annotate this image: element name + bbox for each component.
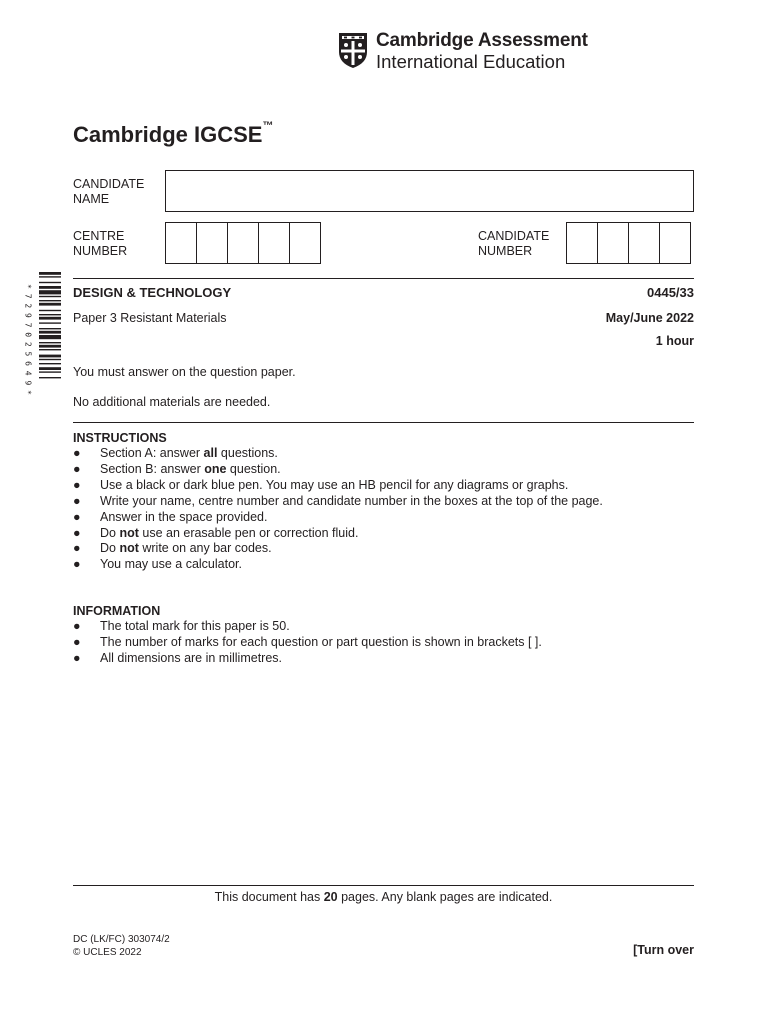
copyright-notice: © UCLES 2022 <box>73 947 142 958</box>
note-answer-on-paper: You must answer on the question paper. <box>73 365 296 379</box>
instruction-text: Use a black or dark blue pen. You may use an HB pencil for any diagrams or graphs. <box>100 477 569 492</box>
centre-number-digit-box[interactable] <box>289 222 321 264</box>
instruction-item <box>73 541 694 557</box>
instruction-text: Section B: answer <box>100 461 205 476</box>
information-section <box>73 603 694 667</box>
exam-session: May/June 2022 <box>605 311 694 325</box>
footer-divider <box>73 885 694 886</box>
page-count-text: pages. Any blank pages are indicated. <box>337 890 553 904</box>
centre-number-digit-box[interactable] <box>196 222 228 264</box>
turn-over-label: [Turn over <box>633 943 694 957</box>
centre-number-field[interactable] <box>165 222 321 264</box>
bullet-icon: ● <box>73 525 81 540</box>
bullet-icon: ● <box>73 541 81 556</box>
barcode <box>31 272 61 410</box>
exam-duration: 1 hour <box>655 334 694 348</box>
bullet-icon: ● <box>73 461 81 476</box>
paper-title: Paper 3 Resistant Materials <box>73 311 227 325</box>
candidate-number-label-line2: NUMBER <box>478 244 533 258</box>
page-count-text: This document has <box>214 890 324 904</box>
candidate-name-label-line1: CANDIDATE <box>73 177 145 191</box>
barcode-text: * 7 2 9 7 0 2 5 6 4 9 * <box>23 284 33 395</box>
instruction-text: Answer in the space provided. <box>100 509 268 524</box>
instruction-text: Section A: answer <box>100 446 204 460</box>
centre-number-digit-box[interactable] <box>165 222 197 264</box>
instruction-item <box>73 446 694 462</box>
centre-number-digit-box[interactable] <box>258 222 290 264</box>
barcode-bars <box>31 272 61 410</box>
instruction-text: Do <box>100 541 120 556</box>
information-heading: INFORMATION <box>73 604 161 618</box>
information-item <box>73 619 694 635</box>
information-item <box>73 651 694 667</box>
candidate-number-digit-box[interactable] <box>566 222 598 264</box>
cambridge-logo <box>338 30 588 72</box>
instruction-item <box>73 510 694 526</box>
org-name-line2: International Education <box>376 51 566 72</box>
candidate-number-label-line1: CANDIDATE <box>478 229 550 243</box>
instruction-emphasis: not <box>119 541 139 556</box>
candidate-number-digit-box[interactable] <box>659 222 691 264</box>
instruction-text: use an erasable pen or correction fluid. <box>138 525 359 540</box>
instruction-text: Write your name, centre number and candidate number in the boxes at the top of the page. <box>100 493 603 508</box>
instruction-item <box>73 557 694 573</box>
bullet-icon: ● <box>73 509 81 524</box>
divider <box>73 422 694 423</box>
information-item <box>73 635 694 651</box>
bullet-icon: ● <box>73 650 81 665</box>
bullet-icon: ● <box>73 477 81 492</box>
bullet-icon: ● <box>73 619 81 633</box>
instruction-text: questions. <box>217 446 278 460</box>
note-no-materials: No additional materials are needed. <box>73 395 271 409</box>
instruction-emphasis: one <box>204 461 227 476</box>
org-name-line1: Cambridge Assessment <box>376 30 588 51</box>
information-text: The total mark for this paper is 50. <box>100 619 290 633</box>
centre-number-label-line1: CENTRE <box>73 229 125 243</box>
centre-number-label-line2: NUMBER <box>73 244 128 258</box>
candidate-number-field[interactable] <box>566 222 691 264</box>
candidate-number-digit-box[interactable] <box>597 222 629 264</box>
instruction-text: Do <box>100 525 120 540</box>
instruction-text: question. <box>226 461 281 476</box>
centre-number-label <box>73 229 127 259</box>
instruction-emphasis: all <box>203 446 218 460</box>
instruction-text: write on any bar codes. <box>138 541 272 556</box>
cambridge-crest-icon <box>338 32 368 69</box>
document-code: DC (LK/FC) 303074/2 <box>73 934 170 945</box>
information-text: The number of marks for each question or part question is shown in brackets [ ]. <box>100 634 542 649</box>
bullet-icon: ● <box>73 634 81 649</box>
instruction-text: You may use a calculator. <box>100 557 242 572</box>
trademark-mark: ™ <box>262 120 274 132</box>
bullet-icon: ● <box>73 493 81 508</box>
subject-title: DESIGN & TECHNOLOGY <box>73 285 232 300</box>
candidate-number-label <box>478 229 549 259</box>
bullet-icon: ● <box>73 557 81 572</box>
instruction-item <box>73 494 694 510</box>
qualification-name: Cambridge IGCSE <box>73 122 263 147</box>
qualification-title <box>73 122 273 148</box>
centre-number-digit-box[interactable] <box>227 222 259 264</box>
instructions-heading: INSTRUCTIONS <box>73 431 167 445</box>
instruction-emphasis: not <box>119 525 139 540</box>
instruction-item <box>73 478 694 494</box>
information-text: All dimensions are in millimetres. <box>100 650 283 665</box>
page-count-note <box>73 890 694 905</box>
candidate-number-digit-box[interactable] <box>628 222 660 264</box>
instructions-section <box>73 430 694 573</box>
candidate-name-label <box>73 177 144 207</box>
candidate-name-label-line2: NAME <box>73 192 110 206</box>
syllabus-code: 0445/33 <box>647 285 694 300</box>
page-count-number: 20 <box>323 890 338 904</box>
instruction-item <box>73 526 694 542</box>
bullet-icon: ● <box>73 446 81 460</box>
divider <box>73 278 694 279</box>
instruction-item <box>73 462 694 478</box>
document-reference <box>73 933 170 959</box>
candidate-name-field[interactable] <box>165 170 694 212</box>
